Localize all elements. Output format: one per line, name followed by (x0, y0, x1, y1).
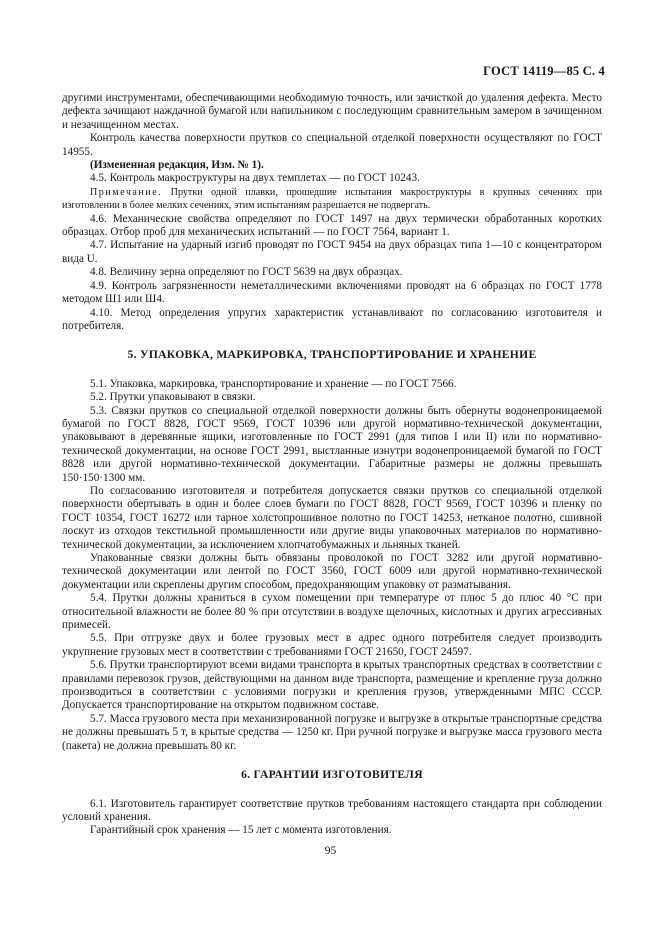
note-text: Прутки одной плавки, прошедшие испытания макроструктуры в крупных сечениях при изготовлении в более мелких сечениях, этим испытаниям разрешается не подвергать. (62, 186, 602, 212)
clause-4-6: 4.6. Механические свойства определяют по ГОСТ 1497 на двух термически обработанных коротких образцах. Отбор проб для механических испытаний — по ГОСТ 7564, вариант 1. (62, 212, 602, 239)
revision-note: (Измененная редакция, Изм. № 1). (90, 159, 264, 172)
clause-4-10: 4.10. Метод определения упругих характеристик устанавливают по согласованию изготовителя и потребителя. (62, 306, 602, 332)
clause-4-5: 4.5. Контроль макроструктуры на двух темплетах — по ГОСТ 10243. (90, 172, 420, 185)
clause-5-5: 5.5. При отгрузке двух и более грузовых мест в адрес одного потребителя следует производить укрупнение грузовых мест в соответствии с требованиями ГОСТ 21650, ГОСТ 24597. (62, 632, 602, 658)
clause-4-7: 4.7. Испытание на ударный изгиб проводят по ГОСТ 9454 на двух образцах типа 1—10 с концентратором вида U. (62, 239, 602, 265)
clause-4-9: 4.9. Контроль загрязненности неметаллическими включениями проводят на 6 образцах по ГОСТ 1778 методом Ш1 или Ш4. (62, 279, 602, 306)
paragraph-continuation: другими инструментами, обеспечивающими необходимую точность, или зачисткой до удаления дефекта. Место дефекта зачищают наждачной бумагой или напильником с последующим сравнительным замером в зачищенном и незачищенном местах. (62, 92, 602, 131)
clause-5-3-agreement: По согласованию изготовителя и потребителя допускается связки прутков со специальной отделкой поверхности обертывать в один и более слоев бумаги по ГОСТ 8828, ГОСТ 9569, ГОСТ 10396 и пленку по ГОСТ 10354, ГОСТ 16272 или тарное холстопрошивное полотно по ГОСТ 14253, нетканое полотно, сшивной лоскут из отходов текстильной промышленности или другие виды упаковочных материалов по нормативно-технической документации, за исключением хлопчатобумажных и льняных тканей. (62, 484, 602, 551)
clause-6-2: Гарантийный срок хранения — 15 лет с момента изготовления. (90, 824, 392, 837)
note (62, 186, 602, 213)
clause-5-1: 5.1. Упаковка, маркировка, транспортирование и хранение — по ГОСТ 7566. (90, 377, 457, 390)
section-5-heading: 5. УПАКОВКА, МАРКИРОВКА, ТРАНСПОРТИРОВАНИЕ И ХРАНЕНИЕ (127, 348, 537, 362)
clause-5-7: 5.7. Масса грузового места при механизированной погрузке и выгрузке в открытые транспортные средства не должны превышать 5 т, в крытые средства — 1250 кг. При ручной погрузке и выгрузке масса грузового места (пакета) не должна превышать 80 кг. (62, 712, 602, 752)
clause-4-8: 4.8. Величину зерна определяют по ГОСТ 5639 на двух образцах. (90, 266, 403, 279)
clause-5-4: 5.4. Прутки должны храниться в сухом помещении при температуре от плюс 5 до плюс 40 °С при относительной влажности не более 80 % при отсутствии в воздухе щелочных, кислотных и других агрессивных примесей. (62, 592, 602, 632)
clause-5-6: 5.6. Прутки транспортируют всеми видами транспорта в крытых транспортных средствах в соответствии с правилами перевозок грузов, действующими на данном виде транспорта, размещение и крепление груза должно производиться в соответствии с условиями погрузки и крепления грузов, утвержденными МПС СССР. Допускается транспортирование на открытом подвижном составе. (62, 659, 602, 712)
note-label: Примечание. (90, 186, 163, 198)
document-body (62, 92, 602, 838)
paragraph-surface-control: Контроль качества поверхности прутков со специальной отделкой поверхности осуществляют по ГОСТ 14955. (62, 132, 602, 158)
section-6-heading: 6. ГАРАНТИИ ИЗГОТОВИТЕЛЯ (241, 768, 423, 782)
clause-5-2: 5.2. Прутки упаковывают в связки. (90, 391, 256, 404)
clause-5-3: 5.3. Связки прутков со специальной отделкой поверхности должны быть обернуты водонепроницаемой бумагой по ГОСТ 8828, ГОСТ 9569, ГОСТ 10396 или другой нормативно-технической документации, упаковывают в деревянные ящики, изготовленные по ГОСТ 2991 (для типов I или II) или по нормативно-технической документации, на основе ГОСТ 2991, выстланные изнутри водонепроницаемой бумагой по ГОСТ 8828 или другой нормативно-технической документации. Габаритные размеры не должны превышать 150·150·1300 мм. (62, 404, 602, 484)
clause-6-1: 6.1. Изготовитель гарантирует соответствие прутков требованиям настоящего стандарта при соблюдении условий хранения. (62, 797, 602, 823)
page-header: ГОСТ 14119—85 С. 4 (483, 64, 605, 78)
page-number: 95 (324, 845, 337, 857)
clause-5-3-binding: Упакованные связки должны быть обвязаны проволокой по ГОСТ 3282 или другой нормативно-технической документации или лентой по ГОСТ 3560, ГОСТ 6009 или другой нормативно-технической документации или скреплены другим способом, предохраняющим упаковку от разматывания. (62, 552, 602, 591)
